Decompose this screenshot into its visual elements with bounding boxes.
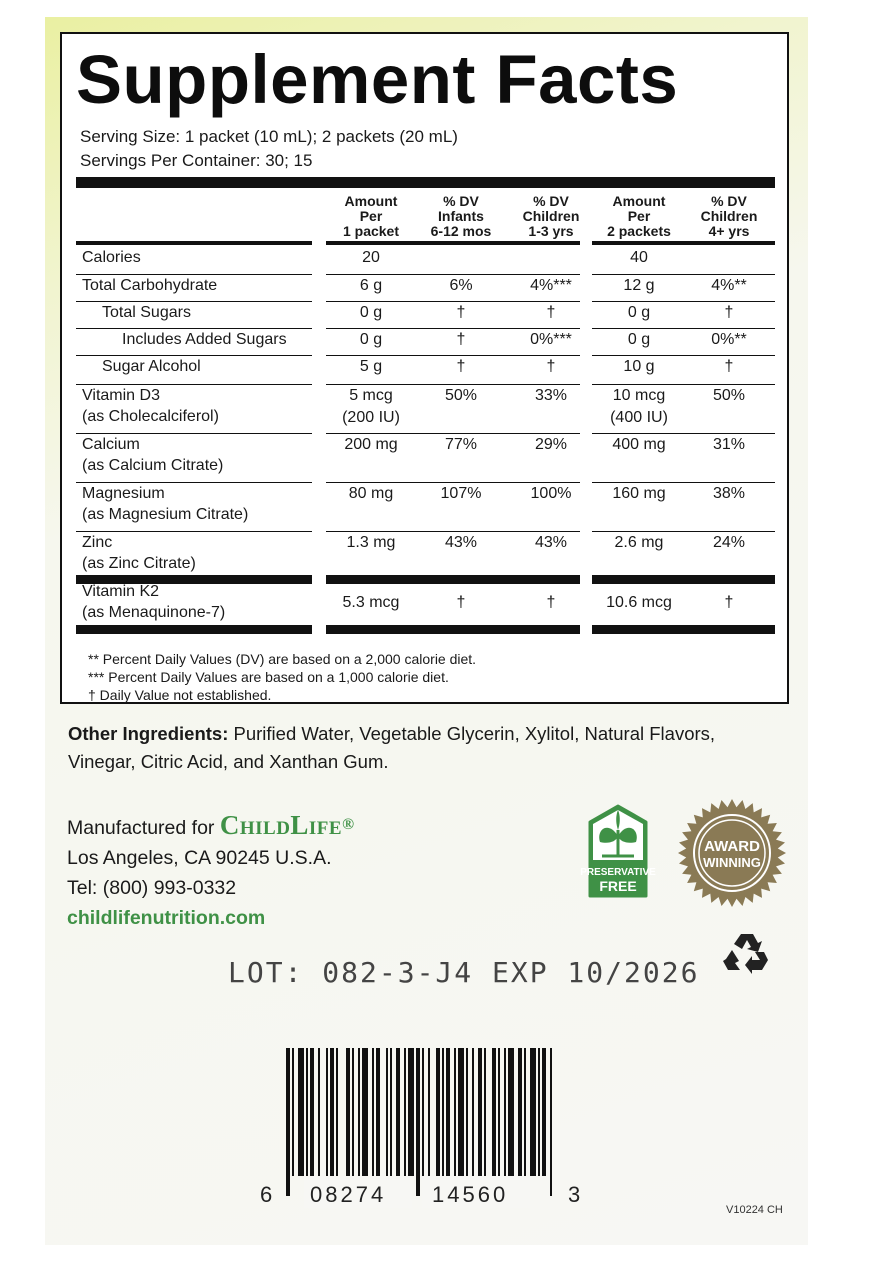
nutrient-value: † <box>546 304 556 321</box>
header-rule <box>326 241 580 245</box>
nutrient-name: Includes Added Sugars <box>122 331 287 348</box>
barcode-group2: 14560 <box>432 1182 509 1207</box>
brand-logo: ChildLife <box>219 810 343 840</box>
address: Los Angeles, CA 90245 U.S.A. <box>67 847 332 869</box>
nutrient-value: 0%*** <box>530 331 572 348</box>
manufactured-prefix: Manufactured for <box>67 817 215 839</box>
barcode-bar <box>422 1048 424 1196</box>
servings-per-container: Servings Per Container: 30; 15 <box>80 151 313 170</box>
nutrient-value: 100% <box>530 485 572 502</box>
nutrient-value: 0 g <box>359 331 383 348</box>
nutrient-name: Vitamin D3 <box>82 387 160 404</box>
preservative-text: PRESERVATIVE <box>580 867 656 878</box>
header-rule <box>76 241 312 245</box>
award-text: AWARD <box>704 838 760 855</box>
nutrient-name: Sugar Alcohol <box>102 358 201 375</box>
barcode-bar <box>498 1048 500 1176</box>
barcode-bar <box>454 1048 456 1176</box>
barcode-bar <box>436 1048 440 1176</box>
nutrient-value: † <box>456 594 466 611</box>
nutrient-value: 77% <box>444 436 478 453</box>
version-code: V10224 CH <box>726 1204 783 1216</box>
barcode-bar <box>306 1048 308 1176</box>
barcode-bar <box>330 1048 334 1176</box>
barcode-bar <box>408 1048 414 1176</box>
barcode-bar <box>504 1048 506 1176</box>
barcode-bar <box>416 1048 420 1196</box>
barcode-bar <box>458 1048 464 1176</box>
other-ingredients-label: Other Ingredients: <box>68 723 229 744</box>
nutrient-value: 0 g <box>627 331 651 348</box>
barcode-bar <box>542 1048 546 1176</box>
nutrient-value: † <box>724 358 734 375</box>
column-header: Amount Per 1 packet <box>342 193 400 239</box>
nutrient-value: † <box>456 304 466 321</box>
barcode-bar <box>298 1048 304 1176</box>
nutrient-value: 1.3 mg <box>346 534 396 551</box>
barcode-bar <box>386 1048 388 1176</box>
footnote-2000: ** Percent Daily Values (DV) are based on a 2,000 calorie diet. <box>88 651 477 667</box>
nutrient-value: † <box>724 594 734 611</box>
nutrient-name: Vitamin K2 <box>82 583 160 600</box>
barcode-bar <box>478 1048 482 1176</box>
nutrient-value: 400 mg <box>612 436 666 453</box>
nutrient-value: 5.3 mcg <box>342 594 400 611</box>
nutrient-value: 4%*** <box>530 277 572 294</box>
free-text: FREE <box>599 878 637 894</box>
thick-row-rule <box>592 575 775 584</box>
nutrient-source: (as Zinc Citrate) <box>82 555 196 572</box>
nutrient-value: 6% <box>449 277 473 294</box>
nutrient-name: Total Sugars <box>102 304 191 321</box>
column-header: % DV Children 1-3 yrs <box>522 193 580 239</box>
recycle-icon <box>722 930 772 976</box>
nutrient-value: 0%** <box>711 331 747 348</box>
nutrient-value: 200 mg <box>344 436 398 453</box>
thick-row-rule <box>326 575 580 584</box>
nutrient-name: Zinc <box>82 534 113 551</box>
nutrient-value: 2.6 mg <box>614 534 664 551</box>
nutrient-value: † <box>456 331 466 348</box>
nutrient-value: 107% <box>440 485 482 502</box>
barcode-bar <box>362 1048 368 1176</box>
nutrient-name: Magnesium <box>82 485 165 502</box>
nutrient-name: Calcium <box>82 436 140 453</box>
award-winning-badge <box>676 797 788 909</box>
nutrient-value: 5 mcg (200 IU) <box>342 387 400 426</box>
barcode-bar <box>492 1048 496 1176</box>
barcode-group1: 08274 <box>310 1182 387 1207</box>
barcode-bar <box>524 1048 526 1176</box>
nutrient-source: (as Cholecalciferol) <box>82 408 219 425</box>
column-header: % DV Infants 6-12 mos <box>430 193 492 239</box>
thick-rule-top <box>76 177 775 188</box>
website: childlifenutrition.com <box>67 907 266 929</box>
nutrient-source: (as Magnesium Citrate) <box>82 506 249 523</box>
nutrient-value: † <box>546 594 556 611</box>
nutrient-value: 43% <box>534 534 568 551</box>
footnote-1000: *** Percent Daily Values are based on a 1,000 calorie diet. <box>88 669 449 685</box>
other-ingredients <box>68 720 768 776</box>
nutrient-value: 50% <box>444 387 478 404</box>
nutrient-value: † <box>546 358 556 375</box>
barcode-lead-digit: 6 <box>260 1182 273 1207</box>
nutrient-value: 29% <box>534 436 568 453</box>
manufactured-for <box>67 812 355 841</box>
barcode-bar <box>538 1048 540 1176</box>
lot-expiry: LOT: 082-3-J4 EXP 10/2026 <box>228 956 700 989</box>
nutrient-value: 50% <box>712 387 746 404</box>
barcode-bar <box>396 1048 400 1176</box>
barcode-bar <box>286 1048 290 1196</box>
nutrient-value: 38% <box>712 485 746 502</box>
barcode-bar <box>472 1048 474 1176</box>
column-header: % DV Children 4+ yrs <box>700 193 758 239</box>
supplement-facts-box <box>60 32 789 704</box>
nutrient-value: 12 g <box>623 277 655 294</box>
column-header: Amount Per 2 packets <box>607 193 671 239</box>
barcode-bar <box>446 1048 450 1176</box>
nutrient-value: 6 g <box>359 277 383 294</box>
barcode-bar <box>352 1048 354 1176</box>
winning-text: WINNING <box>703 855 761 870</box>
header-rule <box>592 241 775 245</box>
barcode-check-digit: 3 <box>568 1182 581 1207</box>
nutrient-value: 0 g <box>359 304 383 321</box>
thick-row-rule <box>326 625 580 634</box>
barcode-bar <box>550 1048 552 1196</box>
nutrient-value: 80 mg <box>348 485 394 502</box>
barcode-bar <box>404 1048 406 1176</box>
barcode-bar <box>508 1048 514 1176</box>
barcode-bar <box>346 1048 350 1176</box>
nutrient-source: (as Menaquinone-7) <box>82 604 226 621</box>
nutrient-value: 160 mg <box>612 485 666 502</box>
nutrient-name: Calories <box>82 249 141 266</box>
thick-row-rule <box>76 625 312 634</box>
nutrient-value: 4%** <box>711 277 747 294</box>
nutrient-value: 10 mcg (400 IU) <box>610 387 668 426</box>
footnote-dagger: † Daily Value not established. <box>88 687 272 703</box>
barcode-bar <box>484 1048 486 1176</box>
preservative-free-badge <box>578 800 658 900</box>
barcode-bar <box>310 1048 314 1176</box>
barcode-bar <box>376 1048 380 1176</box>
barcode-bar <box>292 1048 294 1176</box>
barcode-bar <box>318 1048 320 1176</box>
nutrient-value: 10 g <box>623 358 655 375</box>
barcode-bar <box>372 1048 374 1176</box>
nutrient-value: 10.6 mcg <box>606 594 672 611</box>
nutrient-value: 43% <box>444 534 478 551</box>
thick-row-rule <box>592 625 775 634</box>
other-ingredients-text: Purified Water, Vegetable Glycerin, Xylitol, Natural Flavors, Vinegar, Citric Acid, and Xanthan Gum. <box>68 723 716 772</box>
nutrient-name: Total Carbohydrate <box>82 277 218 294</box>
barcode-bar <box>390 1048 392 1176</box>
nutrient-value: 24% <box>712 534 746 551</box>
facts-title: Supplement Facts <box>76 41 679 118</box>
registered-mark: ® <box>342 816 355 833</box>
nutrient-value: † <box>724 304 734 321</box>
nutrient-value: 31% <box>712 436 746 453</box>
phone: Tel: (800) 993-0332 <box>67 877 237 899</box>
barcode-bar <box>428 1048 430 1176</box>
barcode-bar <box>358 1048 360 1176</box>
serving-size: Serving Size: 1 packet (10 mL); 2 packets (20 mL) <box>80 127 458 146</box>
nutrient-value: 20 <box>362 249 380 266</box>
barcode-bar <box>442 1048 444 1176</box>
nutrient-source: (as Calcium Citrate) <box>82 457 224 474</box>
nutrient-value: 40 <box>630 249 648 266</box>
barcode-bar <box>336 1048 338 1176</box>
nutrient-value: 5 g <box>359 358 383 375</box>
nutrient-value: 0 g <box>627 304 651 321</box>
barcode-bar <box>530 1048 536 1176</box>
barcode-bar <box>518 1048 522 1176</box>
nutrient-value: † <box>456 358 466 375</box>
barcode-bar <box>466 1048 468 1176</box>
nutrient-value: 33% <box>534 387 568 404</box>
barcode-bar <box>326 1048 328 1176</box>
